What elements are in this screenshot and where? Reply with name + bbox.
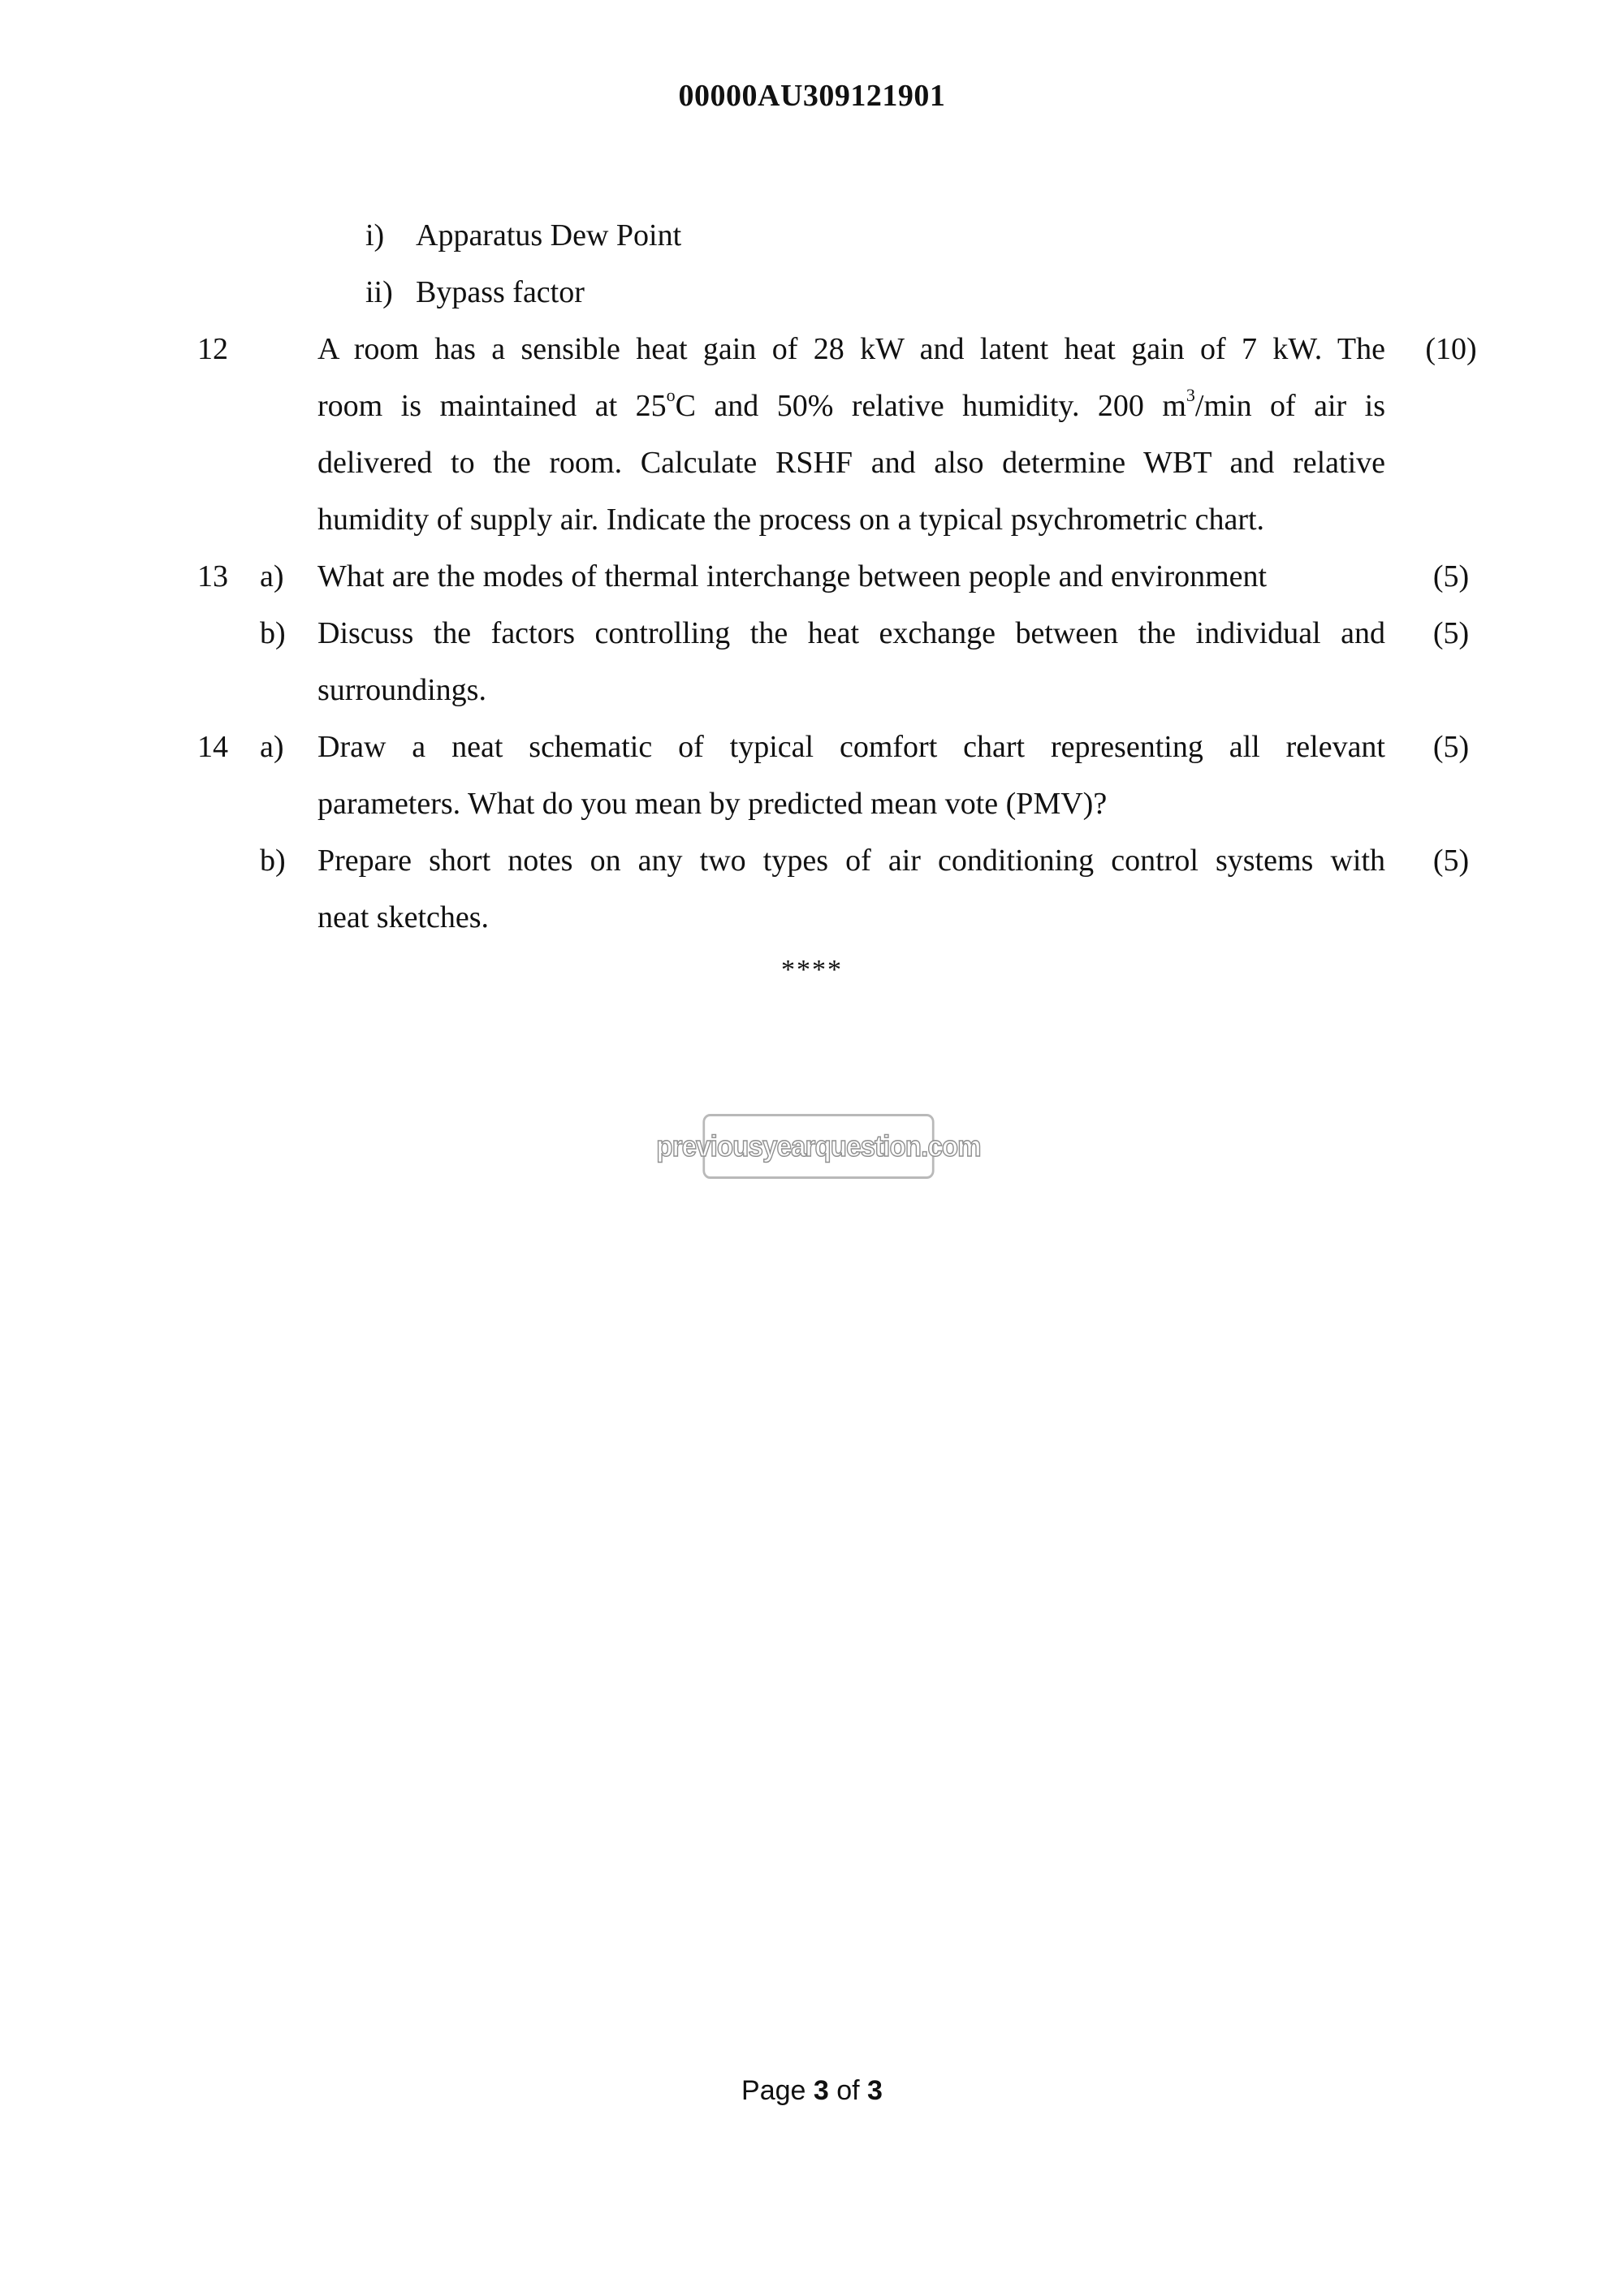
end-marker: **** — [781, 955, 843, 985]
sub-item-number: ii) — [365, 275, 393, 309]
marks-12: (10) — [1425, 332, 1477, 366]
sub-item-text: Bypass factor — [416, 275, 585, 309]
footer-middle: of — [828, 2075, 868, 2106]
question-number-14: 14 — [197, 730, 228, 764]
page-footer — [0, 2075, 1624, 2107]
q12-text: C and 50% relative humidity. 200 m — [675, 389, 1186, 423]
q14a-line-2: parameters. What do you mean by predicted mean vote (PMV)? — [317, 787, 1108, 821]
sub-item-i — [365, 218, 681, 253]
q14-part-a-label: a) — [260, 730, 284, 764]
marks-13a: (5) — [1432, 559, 1470, 593]
q12-line-3: delivered to the room. Calculate RSHF and also determine WBT and relative — [317, 446, 1385, 480]
q13-part-b-label: b) — [260, 616, 286, 650]
q14b-line-2: neat sketches. — [317, 900, 490, 934]
q13-part-a-label: a) — [260, 559, 284, 593]
degree-superscript: o — [666, 385, 676, 405]
q13b-line-1: Discuss the factors controlling the heat exchange between the individual and — [317, 616, 1385, 650]
paper-code: 00000AU309121901 — [678, 79, 946, 113]
q13b-line-2: surroundings. — [317, 673, 486, 707]
q12-line-4: humidity of supply air. Indicate the process on a typical psychrometric chart. — [317, 503, 1265, 537]
q13a-line-1: What are the modes of thermal interchange between people and environment — [317, 559, 1268, 593]
watermark-logo: previousyearquestion.com — [702, 1114, 934, 1179]
q12-text: room is maintained at 25 — [317, 389, 667, 423]
question-number-12: 12 — [197, 332, 228, 366]
q14a-line-1: Draw a neat schematic of typical comfort chart representing all relevant — [317, 730, 1385, 764]
marks-14a: (5) — [1432, 730, 1470, 764]
q14-part-b-label: b) — [260, 844, 286, 878]
marks-13b: (5) — [1432, 616, 1470, 650]
sub-item-text: Apparatus Dew Point — [416, 218, 682, 252]
q12-text: /min of air is — [1194, 389, 1385, 423]
cube-superscript: 3 — [1186, 385, 1195, 405]
question-number-13: 13 — [197, 559, 228, 593]
total-page-number: 3 — [867, 2075, 883, 2106]
footer-prefix: Page — [741, 2075, 814, 2106]
marks-14b: (5) — [1432, 844, 1470, 878]
sub-item-ii — [365, 274, 585, 310]
q12-line-1: A room has a sensible heat gain of 28 kW and latent heat gain of 7 kW. The — [317, 332, 1385, 366]
q12-line-2 — [317, 385, 1385, 424]
q14b-line-1: Prepare short notes on any two types of air conditioning control systems with — [317, 844, 1385, 878]
sub-item-number: i) — [365, 218, 385, 252]
current-page-number: 3 — [813, 2075, 829, 2106]
